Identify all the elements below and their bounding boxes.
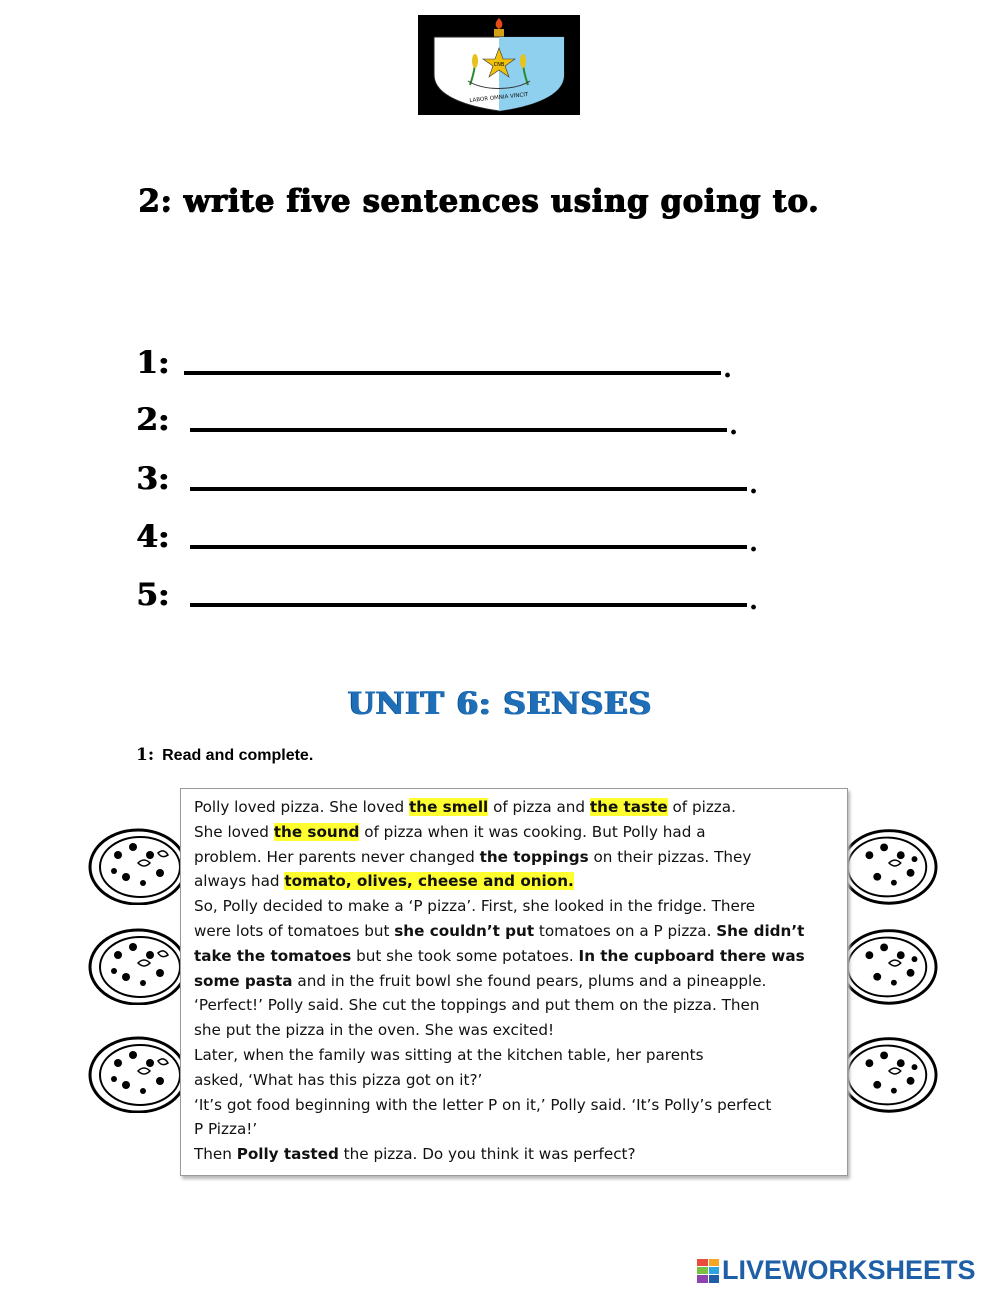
answer-dot: . (749, 528, 759, 558)
story-line: Then Polly tasted the pizza. Do you think it was perfect? (194, 1145, 636, 1164)
instruction-text: Read and complete. (162, 747, 314, 764)
answer-number: 3: (136, 461, 170, 497)
answer-blank[interactable] (190, 428, 727, 432)
bold-phrase: In the cupboard there was (578, 946, 805, 965)
crest-motto: LABOR OMNIA VINCIT (469, 91, 529, 105)
pizza-icon (88, 925, 188, 1005)
story-line: Polly loved pizza. She loved the smell of pizza and the taste of pizza. (194, 798, 736, 816)
story-line: P Pizza!’ (194, 1120, 258, 1139)
answer-blank[interactable] (184, 371, 721, 375)
answer-blank[interactable] (190, 487, 747, 491)
instruction (136, 745, 313, 765)
answer-number: 4: (136, 519, 170, 555)
story-line: she put the pizza in the oven. She was excited! (194, 1021, 555, 1040)
answer-blank[interactable] (190, 603, 747, 607)
story-line: She loved the sound of pizza when it was cooking. But Polly had a (194, 822, 706, 841)
instruction-number: 1: (136, 745, 155, 765)
answer-number: 2: (136, 402, 170, 438)
pizza-icon (840, 1033, 938, 1113)
liveworksheets-brand[interactable] (697, 1255, 976, 1286)
pizza-icon (840, 925, 938, 1005)
story-line: ‘It’s got food beginning with the letter P on it,’ Polly said. ‘It’s Polly’s perfect (194, 1095, 772, 1114)
crest-star-text: CNB (493, 62, 505, 68)
school-crest-logo (418, 15, 580, 115)
story-line: asked, ‘What has this pizza got on it?’ (194, 1070, 483, 1089)
highlighted-phrase: tomato, olives, cheese and onion. (284, 872, 574, 891)
answer-number: 1: (136, 345, 170, 381)
bold-phrase: take the tomatoes (194, 946, 352, 965)
story-line: ‘Perfect!’ Polly said. She cut the toppings and put them on the pizza. Then (194, 996, 760, 1015)
highlighted-phrase: the smell (409, 798, 489, 816)
answer-line-1[interactable] (136, 340, 733, 384)
story-line: always had tomato, olives, cheese and onion. (194, 872, 574, 891)
liveworksheets-logo-icon (697, 1259, 719, 1283)
bold-phrase: some pasta (194, 971, 293, 990)
bold-phrase: the toppings (479, 847, 589, 866)
pizza-icon (840, 825, 938, 905)
pizza-icon (88, 1033, 188, 1113)
story-line: So, Polly decided to make a ‘P pizza’. First, she looked in the fridge. There (194, 897, 756, 916)
highlighted-phrase: the taste (589, 798, 668, 816)
story-line: problem. Her parents never changed the toppings on their pizzas. They (194, 847, 752, 866)
school-crest-icon (418, 15, 580, 115)
unit-title: UNIT 6: SENSES (347, 686, 653, 722)
highlighted-phrase: the sound (273, 822, 360, 841)
bold-phrase: she couldn’t put (394, 921, 535, 940)
answer-line-2[interactable] (136, 397, 739, 441)
pizza-icon (88, 825, 188, 905)
story-line: were lots of tomatoes but she couldn’t put tomatoes on a P pizza. She didn’t (194, 921, 805, 940)
story-line: Later, when the family was sitting at the kitchen table, her parents (194, 1045, 704, 1064)
story-line: take the tomatoes but she took some potatoes. In the cupboard there was (194, 946, 805, 965)
story-text-box (180, 788, 848, 1176)
answer-number: 5: (136, 577, 170, 613)
brand-name: LIVEWORKSHEETS (722, 1255, 976, 1285)
answer-blank[interactable] (190, 545, 747, 549)
story-line: some pasta and in the fruit bowl she found pears, plums and a pineapple. (194, 971, 767, 990)
answer-dot: . (723, 354, 733, 384)
answer-dot: . (749, 586, 759, 616)
bold-phrase: She didn’t (716, 921, 805, 940)
answer-dot: . (749, 470, 759, 500)
answer-dot: . (729, 411, 739, 441)
answer-line-3[interactable] (136, 456, 759, 500)
bold-phrase: Polly tasted (236, 1145, 339, 1164)
answer-line-4[interactable] (136, 514, 759, 558)
task-2-heading: 2: write five sentences using going to. (138, 183, 819, 219)
answer-line-5[interactable] (136, 572, 759, 616)
